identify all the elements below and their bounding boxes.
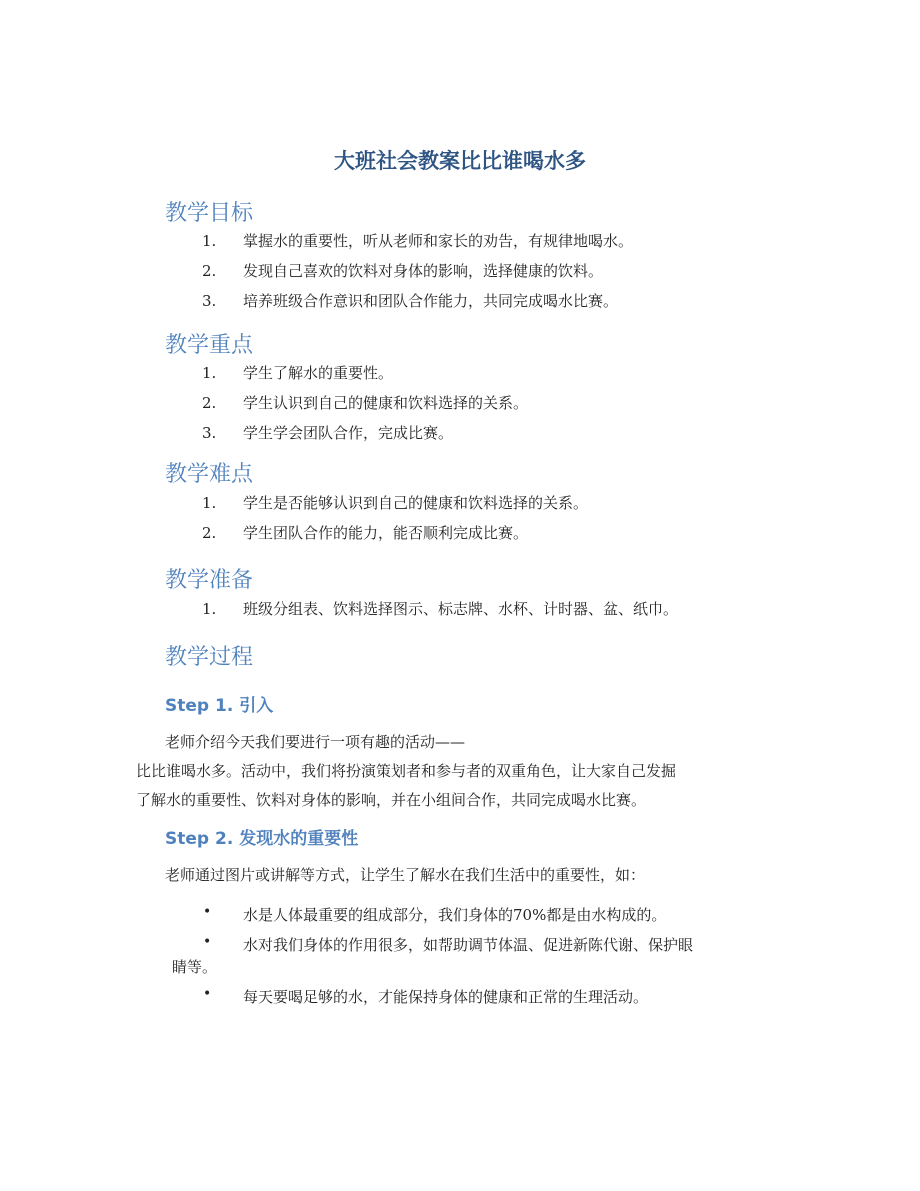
list-number: 3. [202,292,217,310]
step1-paragraph-line-1: 老师介绍今天我们要进行一项有趣的活动—— [165,733,466,751]
list-number: 1. [202,494,217,512]
bullet-item-text: 水对我们身体的作用很多，如帮助调节体温、促进新陈代谢、保护眼 [243,936,694,954]
step2-intro: 老师通过图片或讲解等方式，让学生了解水在我们生活中的重要性，如： [165,866,646,884]
list-item [200,392,800,422]
list-item-text: 学生了解水的重要性。 [243,364,394,382]
bullet-item-text: 水是人体最重要的组成部分，我们身体的70%都是由水构成的。 [243,906,667,924]
list-item-text: 掌握水的重要性，听从老师和家长的劝告，有规律地喝水。 [243,232,634,250]
preparation-list [200,598,800,628]
list-number: 1. [202,364,217,382]
list-item [200,522,800,552]
bullet-icon: • [203,904,212,920]
list-item [200,492,800,522]
list-number: 1. [202,600,217,618]
step1-paragraph-line-3: 了解水的重要性、饮料对身体的影响，并在小组间合作，共同完成喝水比赛。 [136,791,647,809]
list-number: 1. [202,232,217,250]
bullet-item-text: 每天要喝足够的水，才能保持身体的健康和正常的生理活动。 [243,988,649,1006]
heading-key-points: 教学重点 [165,333,254,358]
list-item-text: 发现自己喜欢的饮料对身体的影响，选择健康的饮料。 [243,262,604,280]
difficulties-list [200,492,800,552]
list-item-text: 学生团队合作的能力，能否顺利完成比赛。 [243,524,529,542]
heading-step-1: Step 1. 引入 [165,696,274,716]
heading-process: 教学过程 [165,645,254,670]
list-item-text: 学生认识到自己的健康和饮料选择的关系。 [243,394,529,412]
bullet-icon: • [203,986,212,1002]
list-item [200,260,800,290]
list-item [200,230,800,260]
bullet-icon: • [203,934,212,950]
list-item-text: 学生是否能够认识到自己的健康和饮料选择的关系。 [243,494,589,512]
list-number: 2. [202,262,217,280]
list-item-text: 班级分组表、饮料选择图示、标志牌、水杯、计时器、盆、纸巾。 [243,600,679,618]
list-item [200,362,800,392]
step1-paragraph-line-2: 比比谁喝水多。活动中，我们将扮演策划者和参与者的双重角色，让大家自己发掘 [136,762,677,780]
document-title: 大班社会教案比比谁喝水多 [334,149,586,173]
heading-preparation: 教学准备 [165,568,254,593]
goals-list [200,230,800,320]
heading-teaching-goals: 教学目标 [165,201,254,226]
heading-difficulties: 教学难点 [165,462,254,487]
list-item-text: 培养班级合作意识和团队合作能力，共同完成喝水比赛。 [243,292,619,310]
heading-step-2: Step 2. 发现水的重要性 [165,829,359,849]
list-item [200,290,800,320]
bullet-item-continuation: 睛等。 [172,958,218,976]
list-item-text: 学生学会团队合作，完成比赛。 [243,424,454,442]
list-number: 2. [202,394,217,412]
list-number: 2. [202,524,217,542]
key-points-list [200,362,800,452]
list-number: 3. [202,424,217,442]
list-item [200,422,800,452]
list-item [200,598,800,628]
